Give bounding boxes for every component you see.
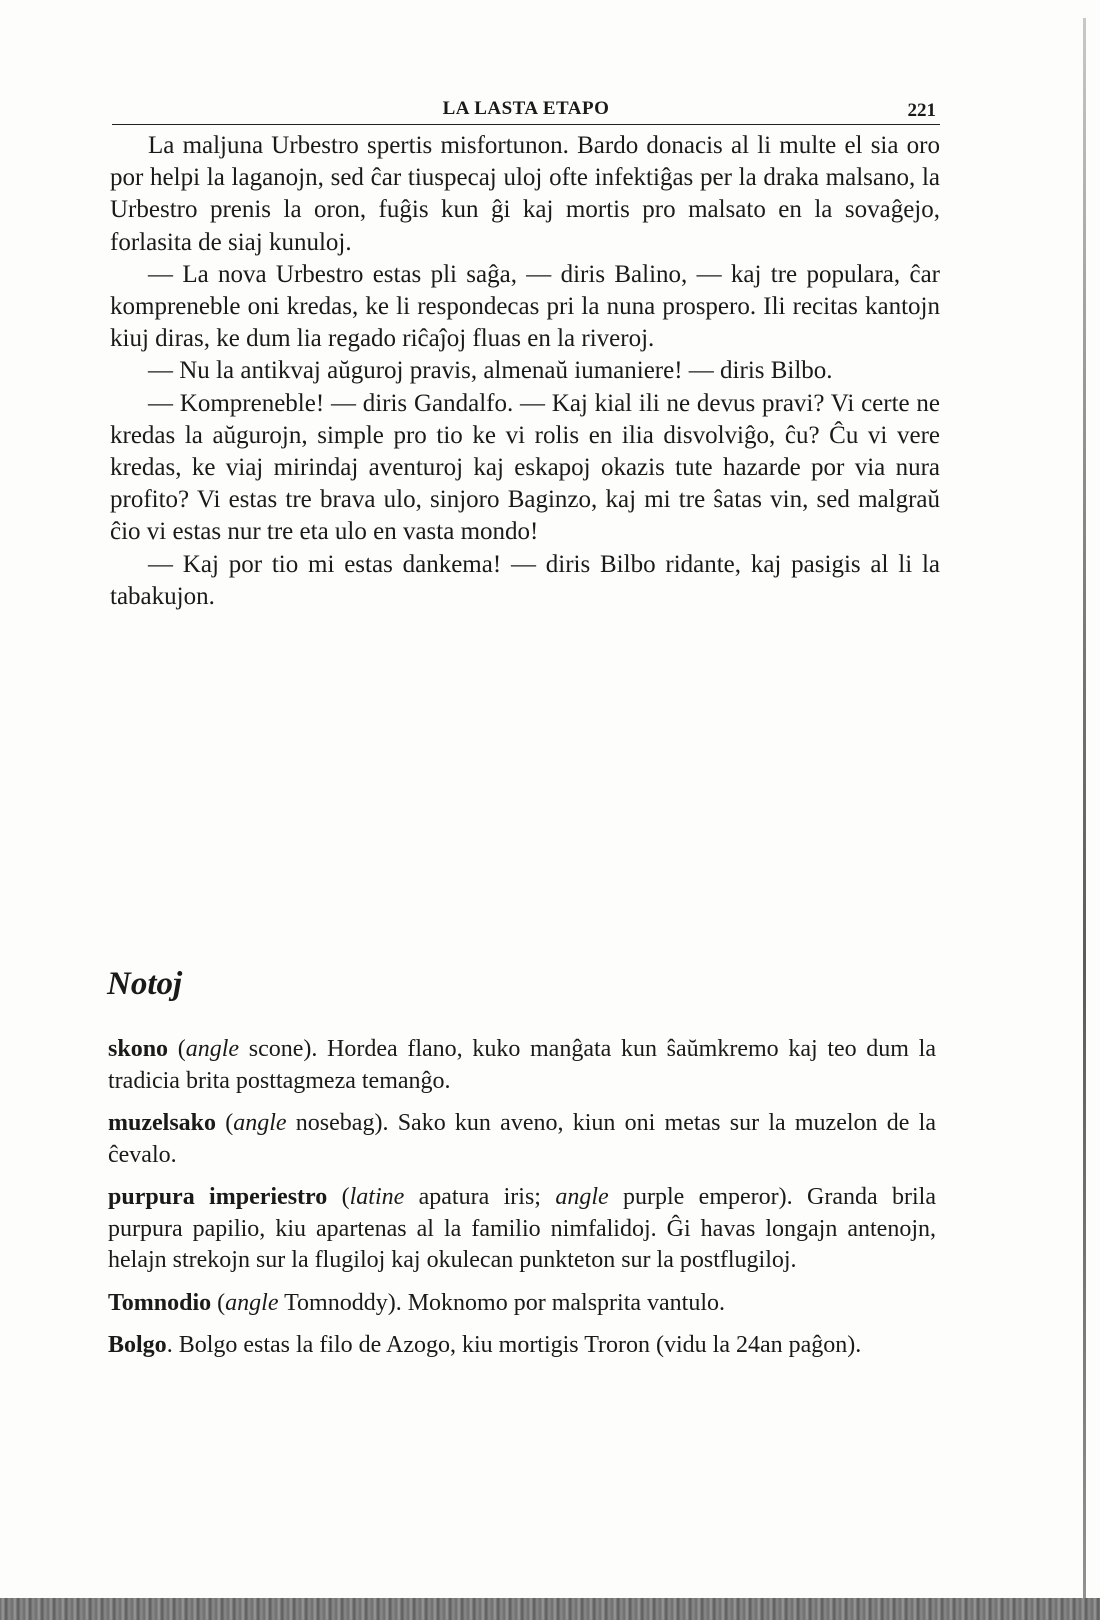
note-term: skono xyxy=(108,1036,169,1062)
scan-edge-bottom xyxy=(0,1598,1100,1620)
note-term: Bolgo xyxy=(108,1332,167,1358)
note-language: latine xyxy=(349,1184,405,1210)
page-header xyxy=(112,98,940,125)
note-term: Tomnodio xyxy=(108,1289,212,1316)
note-item: purpura imperiestro (latine apatura iris; angle purple emperor). Granda brila purpura papilio, kiu apartenas al la familio nimfalidoj. Ĝi havas longajn antenojn, helajn strekojn sur la flugiloj kaj okulecan punkteton sur la postflugiloj. xyxy=(108,1184,936,1273)
note-item: muzelsako (angle nosebag). Sako kun aveno, kiun oni metas sur la muzelon de la ĉevalo. xyxy=(108,1110,936,1168)
note-item: skono (angle scone). Hordea flano, kuko manĝata kun ŝaŭmkremo kaj teo dum la tradicia brita posttagmeza temanĝo. xyxy=(108,1036,936,1094)
body-paragraph: La maljuna Urbestro spertis misfortunon. Bardo donacis al li multe el sia oro por helpi la laganojn, sed ĉar tiuspecaj uloj ofte infektiĝas per la draka malsano, la Urbestro prenis la oron, fuĝis kun ĝi kaj mortis pro malsato en la sovaĝejo, forlasita de siaj kunuloj. xyxy=(110,132,940,256)
note-language: angle xyxy=(225,1289,279,1316)
running-head: LA LASTA ETAPO xyxy=(442,98,610,119)
body-paragraph: — Kompreneble! — diris Gandalfo. — Kaj kial ili ne devus pravi? Vi certe ne kredas la aŭgurojn, simple pro tio ke vi rolis en ilia disvolviĝo, ĉu? Ĉu vi vere kredas, ke viaj mirindaj aventuroj kaj eskapoj okazis tute hazarde por via nura profito? Vi estas tre brava ulo, sinjoro Baginzo, kaj mi tre ŝatas vin, sed malgraŭ ĉio vi estas nur tre eta ulo en vasta mondo! xyxy=(110,389,940,546)
note-text: Bolgo estas la filo de Azogo, kiu mortigis Troron (vidu la 24an paĝon). xyxy=(178,1332,862,1358)
note-language: angle xyxy=(555,1184,609,1210)
note-item: Tomnodio (angle Tomnoddy). Moknomo por malsprita vantulo. xyxy=(108,1289,726,1316)
note-item: Bolgo. Bolgo estas la filo de Azogo, kiu mortigis Troron (vidu la 24an paĝon). xyxy=(108,1332,862,1358)
notes-list xyxy=(108,1034,936,1373)
note-language: angle xyxy=(233,1110,287,1136)
body-paragraph: — Nu la antikvaj aŭguroj pravis, almenaŭ iumaniere! — diris Bilbo. xyxy=(148,357,833,385)
note-term: purpura imperiestro xyxy=(108,1184,328,1210)
note-language: angle xyxy=(185,1036,240,1062)
scan-edge-right xyxy=(1083,18,1086,1598)
note-text: Moknomo por malsprita vantulo. xyxy=(407,1289,726,1316)
body-paragraph: — Kaj por tio mi estas dankema! — diris Bilbo ridante, kaj pasigis al li la tabakujon. xyxy=(110,550,940,610)
body-paragraph: — La nova Urbestro estas pli saĝa, — diris Balino, — kaj tre populara, ĉar kompreneble oni kredas, ke li respondecas pri la nuna prospero. Ili recitas kantojn kiuj diras, ke dum lia regado riĉaĵoj fluas en la riveroj. xyxy=(110,260,940,353)
notes-heading: Notoj xyxy=(107,966,183,1002)
body-text xyxy=(110,130,940,613)
note-text: Sako kun aveno, kiun oni metas sur la muzelon de la ĉevalo. xyxy=(108,1110,936,1168)
note-term: muzelsako xyxy=(108,1110,216,1136)
note-text: Hordea flano, kuko manĝata kun ŝaŭmkremo kaj teo dum la tradicia brita posttagmeza temanĝo. xyxy=(108,1036,936,1094)
page-number: 221 xyxy=(907,100,936,121)
note-text: Granda brila purpura papilio, kiu apartenas al la familio nimfalidoj. Ĝi havas longajn antenojn, helajn strekojn sur la flugiloj kaj okulecan punkteton sur la postflugiloj. xyxy=(108,1184,936,1273)
